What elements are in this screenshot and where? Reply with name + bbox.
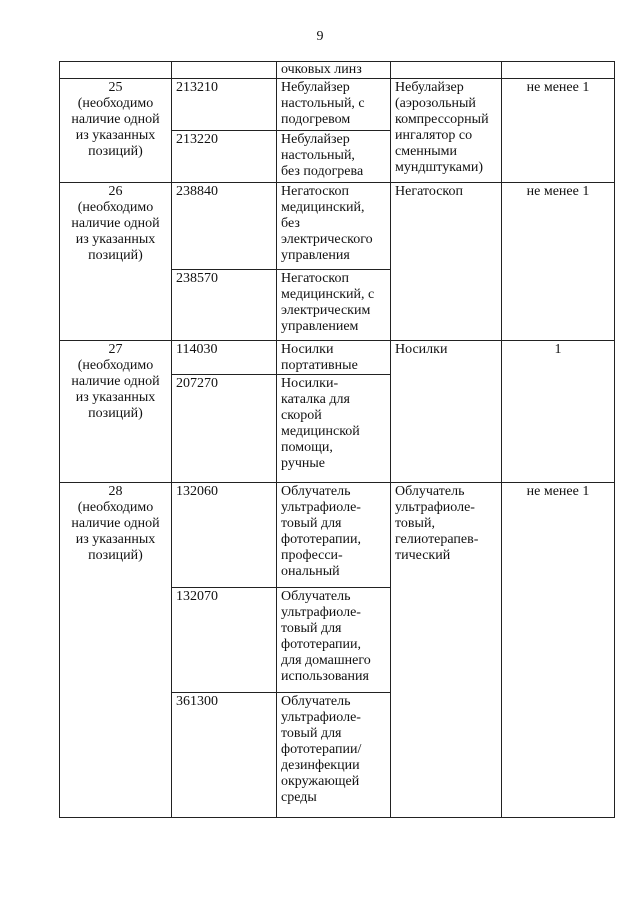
item-code: 132070 [172,588,277,693]
item-name-line: Носилки [281,342,334,357]
item-name-line: электрического [281,232,373,247]
group-name-line: тический [395,548,451,563]
item-name-line: ультрафиоле- [281,500,361,515]
position-number-cell [60,79,172,183]
position-note-line: наличие одной [71,516,160,531]
item-code: 213210 [172,79,277,131]
item-code: 361300 [172,693,277,818]
item-name [277,270,391,341]
position-note-line: из указанных [75,390,156,405]
item-name-line: товый для [281,516,342,531]
item-name-line: фототерапии/ [281,742,362,757]
item-name-line: ональный [281,564,340,579]
position-note-line: позиций) [88,406,143,421]
group-name [391,183,502,341]
table-row [60,79,615,131]
group-name-line: Небулайзер [395,80,464,95]
item-name-line: использования [281,669,369,684]
position-note-line: (необходимо [77,200,154,215]
position-note-line: позиций) [88,248,143,263]
item-name-line: среды [281,790,317,805]
position-note-line: (необходимо [77,96,154,111]
item-code: 207270 [172,375,277,483]
item-name-line: подогревом [281,112,351,127]
item-name-line: Небулайзер [281,132,350,147]
position-note-line: позиций) [88,548,143,563]
position-note-line: наличие одной [71,374,160,389]
group-name-line: ингалятор со [395,128,473,143]
item-name-line: медицинский, [281,200,365,215]
position-note-line: (необходимо [77,358,154,373]
item-code: 238570 [172,270,277,341]
item-name [277,375,391,483]
item-code: 238840 [172,183,277,270]
group-name-line: Носилки [395,342,448,357]
table-row-continuation [60,62,615,79]
item-name-line: без [281,216,300,231]
item-name-line: Облучатель [281,694,351,709]
item-name-line: фототерапии, [281,637,361,652]
item-name-line: управлением [281,319,359,334]
item-name-line: медицинской [281,424,360,439]
item-name-line: Негатоскоп [281,184,349,199]
group-name-line: гелиотерапев- [395,532,479,547]
item-name [277,588,391,693]
group-name-line: Облучатель [395,484,465,499]
item-name-line: настольный, с [281,96,365,111]
quantity: не менее 1 [502,79,615,183]
item-name-line: товый для [281,621,342,636]
item-name-line: электрическим [281,303,371,318]
item-name-line: ультрафиоле- [281,605,361,620]
position-number: 25 [108,80,123,95]
position-number: 27 [108,342,123,357]
position-note-line: из указанных [75,128,156,143]
table-row [60,341,615,375]
item-code: 213220 [172,131,277,183]
quantity: не менее 1 [502,483,615,818]
group-name-line: Негатоскоп [395,184,463,199]
item-name [277,483,391,588]
item-name [277,131,391,183]
page-number: 9 [316,29,324,44]
item-name-line: каталка для [281,392,350,407]
group-name-line: сменными [395,144,458,159]
item-name-line: скорой [281,408,322,423]
group-name [391,483,502,818]
group-name [391,341,502,483]
equipment-table [59,61,615,818]
item-name-line: фототерапии, [281,532,361,547]
item-code: 132060 [172,483,277,588]
position-number-cell [60,341,172,483]
item-name-line: без подогрева [281,164,364,179]
item-name-line: управления [281,248,350,263]
table-row [60,483,615,588]
item-name [277,341,391,375]
item-name-line: товый для [281,726,342,741]
item-name-line: окружающей [281,774,360,789]
group-name-line: товый, [395,516,435,531]
position-note-line: позиций) [88,144,143,159]
item-name-line: ультрафиоле- [281,710,361,725]
group-name-line: мундштуками) [395,160,484,175]
quantity: не менее 1 [502,183,615,341]
item-name [277,183,391,270]
item-code: 114030 [172,341,277,375]
position-note-line: наличие одной [71,216,160,231]
position-number: 26 [108,184,123,199]
item-name-line: ручные [281,456,325,471]
group-name [391,79,502,183]
item-name-line: Негатоскоп [281,271,349,286]
group-name-line: ультрафиоле- [395,500,475,515]
position-note-line: (необходимо [77,500,154,515]
item-name-line: професси- [281,548,343,563]
table-row [60,183,615,270]
position-note-line: из указанных [75,532,156,547]
item-name-line: Облучатель [281,589,351,604]
group-name-line: компрессорный [395,112,489,127]
item-name-line: медицинский, с [281,287,375,302]
item-name-line: для домашнего [281,653,371,668]
item-name: очковых линз [277,62,391,79]
item-name-line: Небулайзер [281,80,350,95]
position-number-cell [60,483,172,818]
item-name-line: помощи, [281,440,333,455]
group-name-line: (аэрозольный [395,96,476,111]
item-name [277,693,391,818]
position-number-cell [60,183,172,341]
item-name-line: Облучатель [281,484,351,499]
position-number: 28 [108,484,123,499]
item-name-line: Носилки- [281,376,339,391]
position-note-line: из указанных [75,232,156,247]
item-name-line: дезинфекции [281,758,360,773]
item-name [277,79,391,131]
position-note-line: наличие одной [71,112,160,127]
quantity: 1 [502,341,615,483]
item-name-line: портативные [281,358,358,373]
item-name-line: настольный, [281,148,355,163]
